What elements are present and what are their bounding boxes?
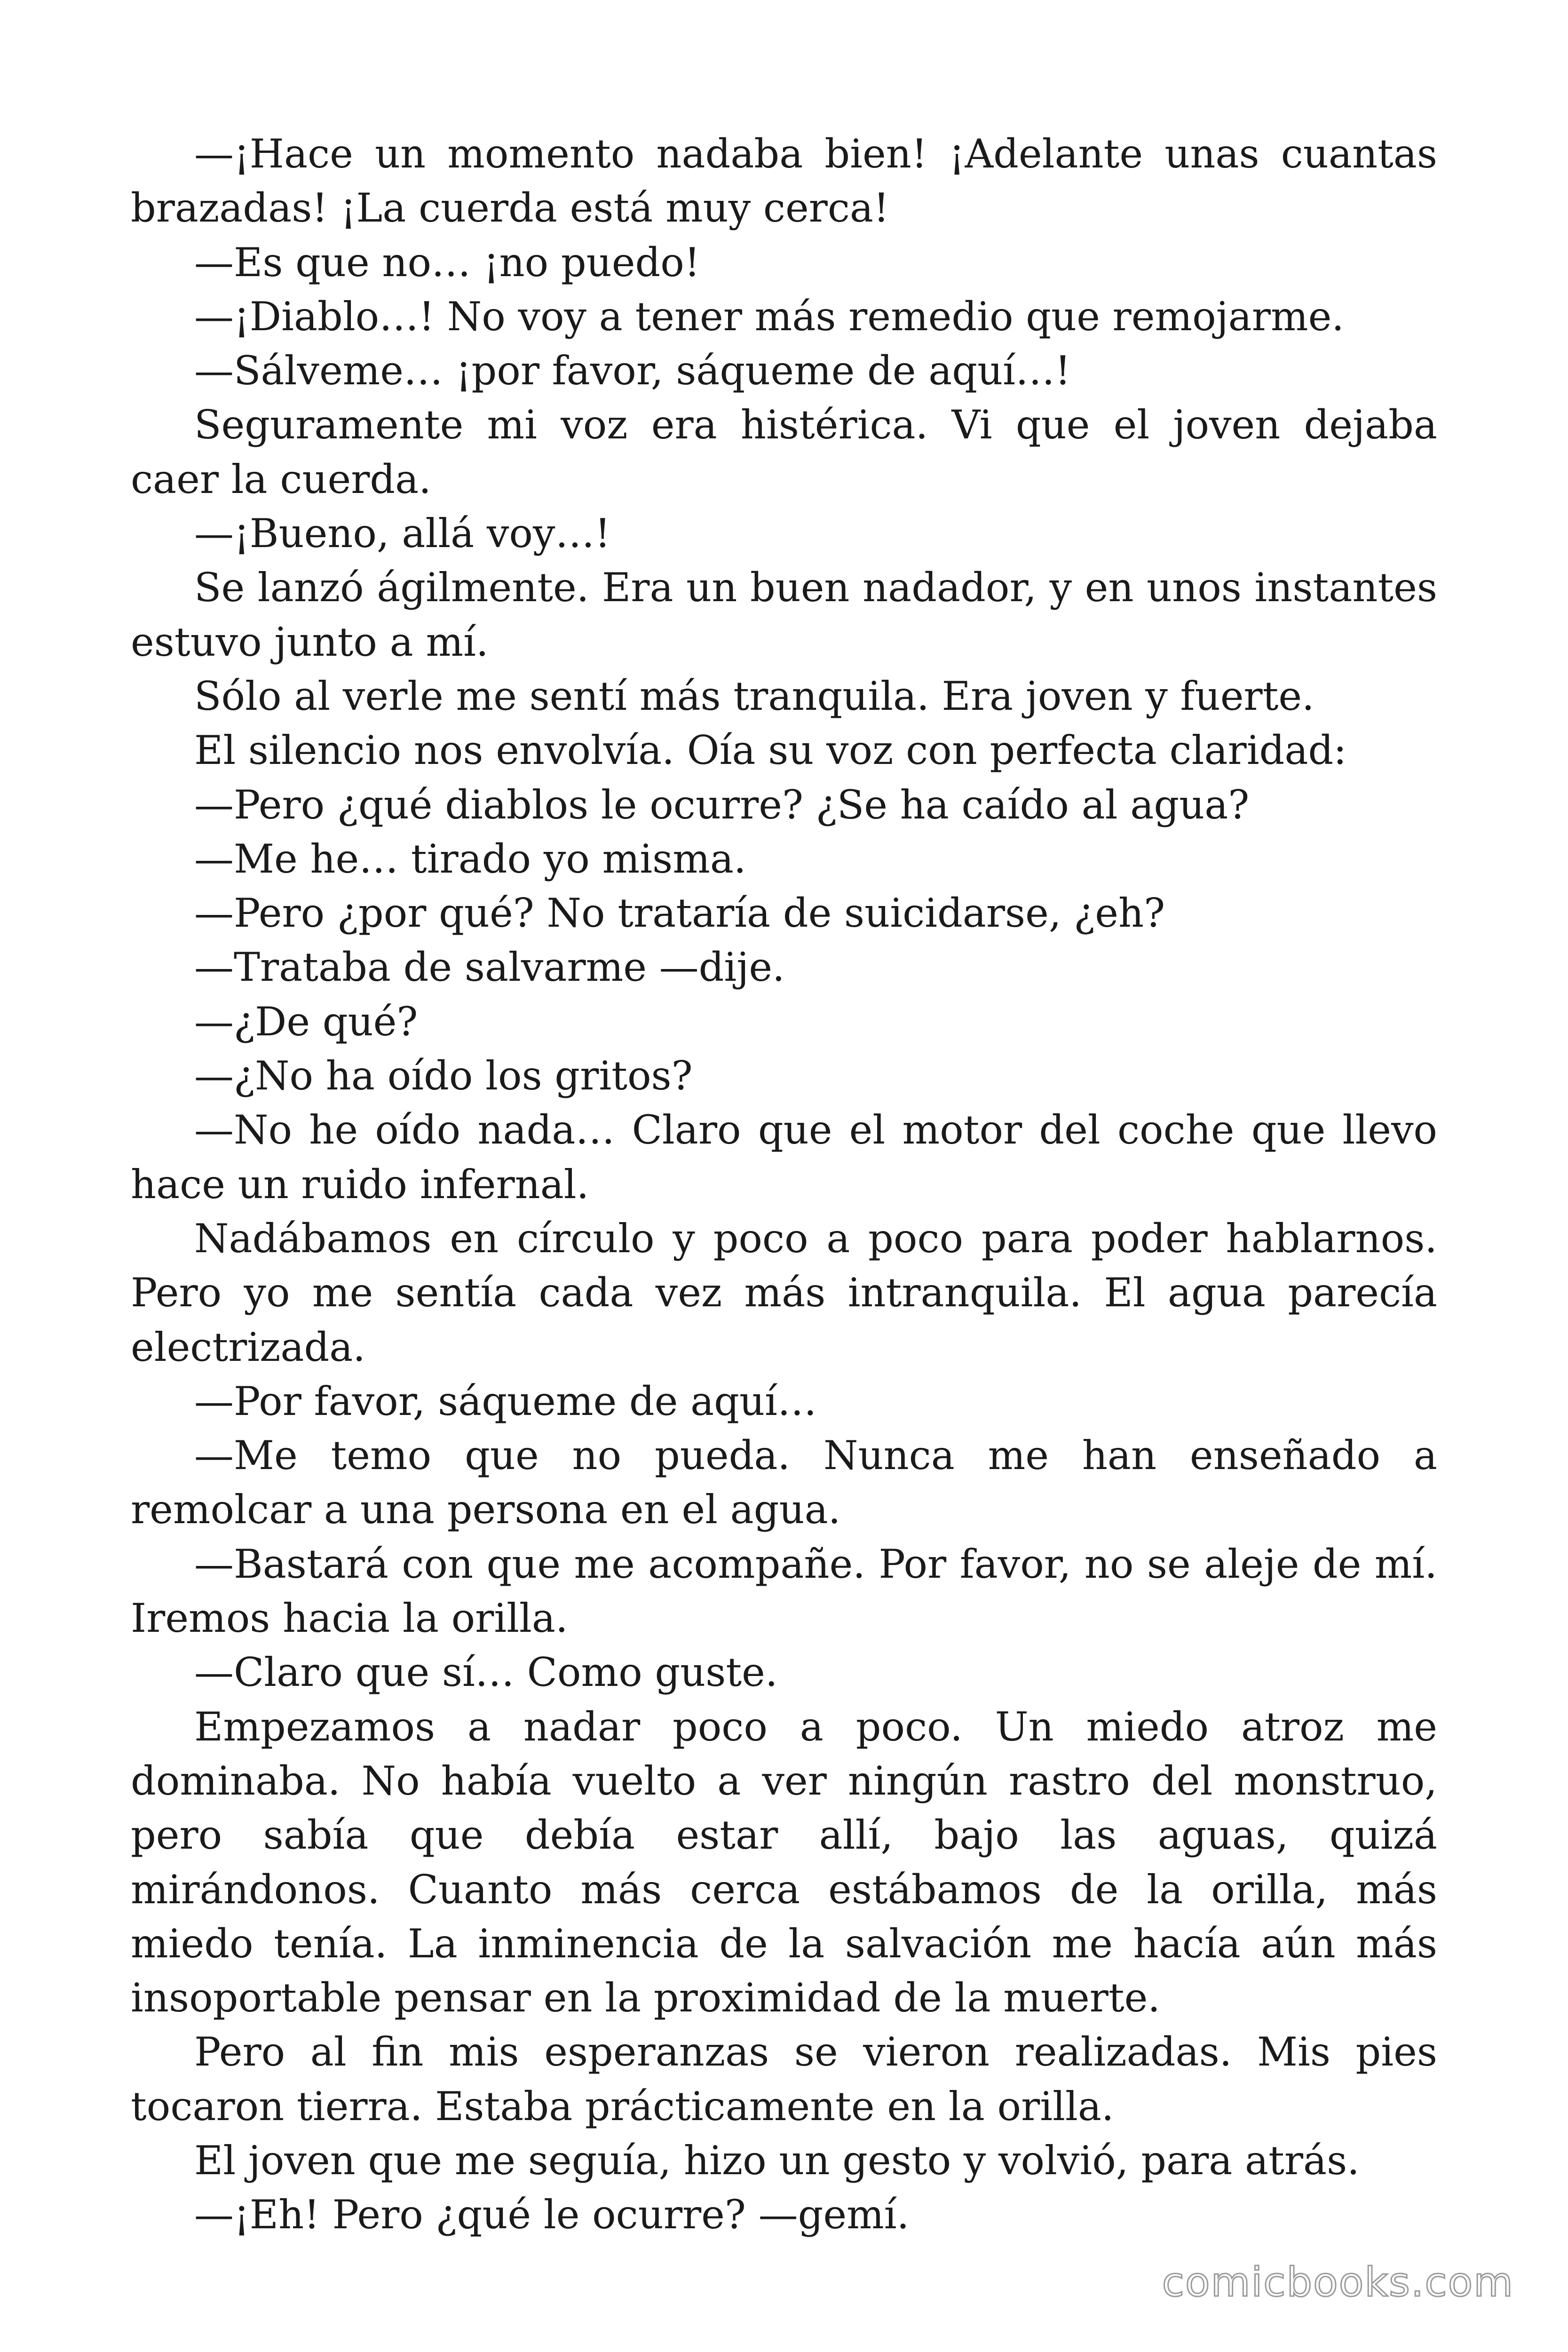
paragraph: —Es que no… ¡no puedo! — [194, 239, 700, 286]
paragraph: —¡Diablo…! No voy a tener más remedio que remojarme. — [194, 293, 1344, 340]
paragraph: —Me he… tirado yo misma. — [194, 835, 746, 882]
paragraph: —Pero ¿qué diablos le ocurre? ¿Se ha caído al agua? — [194, 781, 1250, 828]
paragraph: —Trataba de salvarme —dije. — [194, 944, 785, 991]
paragraph: —Bastará con que me acompañe. Por favor, no se aleje de mí. Iremos hacia la orilla. — [131, 1541, 1437, 1642]
paragraph: El silencio nos envolvía. Oía su voz con perfecta claridad: — [194, 727, 1347, 774]
body-text — [131, 127, 1437, 2242]
paragraph: Se lanzó ágilmente. Era un buen nadador, y en unos instantes estuvo junto a mí. — [131, 564, 1437, 665]
watermark: comicbooks.com — [1162, 2259, 1514, 2306]
paragraph: —Me temo que no pueda. Nunca me han enseñado a remolcar a una persona en el agua. — [131, 1432, 1437, 1533]
paragraph: —¡Eh! Pero ¿qué le ocurre? —gemí. — [194, 2192, 910, 2238]
paragraph: —¡Bueno, allá voy…! — [194, 510, 611, 557]
paragraph: Pero al fin mis esperanzas se vieron realizadas. Mis pies tocaron tierra. Estaba prácticamente en la orilla. — [131, 2029, 1437, 2130]
paragraph: —Sálveme… ¡por favor, sáqueme de aquí…! — [194, 348, 1071, 394]
paragraph: Nadábamos en círculo y poco a poco para poder hablarnos. Pero yo me sentía cada vez más intranquila. El agua parecía electrizada. — [131, 1215, 1437, 1370]
paragraph: Sólo al verle me sentí más tranquila. Era joven y fuerte. — [194, 673, 1315, 719]
paragraph: Seguramente mi voz era histérica. Vi que el joven dejaba caer la cuerda. — [131, 402, 1437, 502]
paragraph: Empezamos a nadar poco a poco. Un miedo atroz me dominaba. No había vuelto a ver ningún rastro del monstruo, pero sabía que debía estar allí, bajo las aguas, quizá mirándonos. Cuanto más cerca estábamos de la orilla, más miedo tenía. La inminencia de la salvación me hacía aún más insoportable pensar en la proximidad de la muerte. — [131, 1703, 1437, 2021]
paragraph: —¿De qué? — [194, 998, 418, 1045]
paragraph: —Por favor, sáqueme de aquí… — [194, 1378, 817, 1424]
paragraph: El joven que me seguía, hizo un gesto y volvió, para atrás. — [194, 2137, 1360, 2184]
paragraph: —¿No ha oído los gritos? — [194, 1053, 693, 1099]
paragraph: —¡Hace un momento nadaba bien! ¡Adelante unas cuantas brazadas! ¡La cuerda está muy cerca! — [131, 131, 1437, 231]
paragraph: —No he oído nada… Claro que el motor del coche que llevo hace un ruido infernal. — [131, 1107, 1437, 1208]
paragraph: —Claro que sí… Como guste. — [194, 1649, 778, 1696]
paragraph: —Pero ¿por qué? No trataría de suicidarse, ¿eh? — [194, 890, 1165, 937]
